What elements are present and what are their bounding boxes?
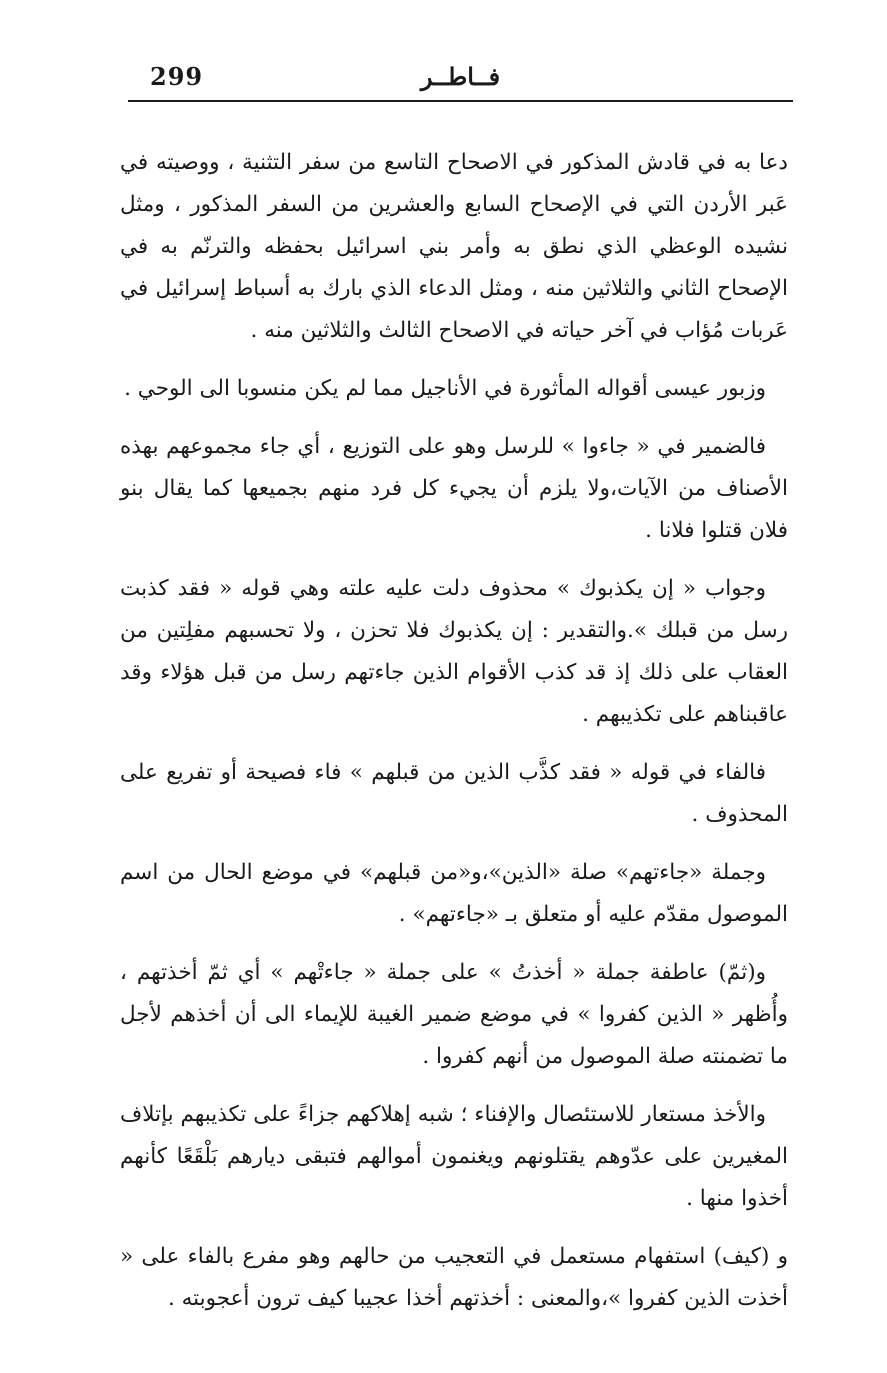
body-text [120,142,788,1336]
paragraph-1: دعا به في قادش المذكور في الاصحاح التاسع من سفر التثنية ، ووصيته في عَبر الأردن التي في الإصحاح السابع والعشرين من السفر المذكور ، ومثل نشيده الوعظي الذي نطق به وأمر بني اسرائيل بحفظه والترنّم به في الإصحاح الثاني والثلاثين منه ، ومثل الدعاء الذي بارك به أسباط إسرائيل في عَربات مُؤاب في آخر حياته في الاصحاح الثالث والثلاثين منه . [120,150,788,343]
page-header [128,58,793,102]
paragraph-9: و (كيف) استفهام مستعمل في التعجيب من حالهم وهو مفرع بالفاء على « أخذت الذين كفروا »،والمعنى : أخذتهم أخذا عجيبا كيف ترون أعجوبته . [120,1244,788,1311]
paragraph-5: فالفاء في قوله « فقد كذَّب الذين من قبلهم » فاء فصيحة أو تفريع على المحذوف . [120,760,788,827]
paragraph-6: وجملة «جاءتهم» صلة «الذين»،و«من قبلهم» في موضع الحال من اسم الموصول مقدّم عليه أو متعلق بـ «جاءتهم» . [120,860,788,927]
paragraph-7: و(ثمّ) عاطفة جملة « أخذتُ » على جملة « جاءتْهم » أي ثمّ أخذتهم ، وأُظهر « الذين كفروا » في موضع ضمير الغيبة للإيماء الى أن أخذهم لأجل ما تضمنته صلة الموصول من أنهم كفروا . [120,960,788,1069]
paragraph-8: والأخذ مستعار للاستئصال والإفناء ؛ شبه إهلاكهم جزاءً على تكذيبهم بإتلاف المغيرين على عدّوهم يقتلونهم ويغنمون أموالهم فتبقى ديارهم بَلْقَعًا كأنهم أخذوا منها . [120,1102,788,1211]
paragraph-2: وزبور عيسى أقواله المأثورة في الأناجيل مما لم يكن منسوبا الى الوحي . [124,376,766,401]
page-number: 299 [150,62,204,91]
paragraph-4: وجواب « إن يكذبوك » محذوف دلت عليه علته وهي قوله « فقد كذبت رسل من قبلك ».والتقدير : إن يكذبوك فلا تحزن ، ولا تحسبهم مفلِتين من العقاب على ذلك إذ قد كذب الأقوام الذين جاءتهم رسل من قبل هؤلاء وقد عاقبناهم على تكذيبهم . [120,576,788,727]
paragraph-3: فالضمير في « جاءوا » للرسل وهو على التوزيع ، أي جاء مجموعهم بهذه الأصناف من الآيات،ولا يلزم أن يجيء كل فرد منهم بجميعها كما يقال بنو فلان قتلوا فلانا . [120,434,788,543]
running-title: فــاطــر [420,62,501,91]
